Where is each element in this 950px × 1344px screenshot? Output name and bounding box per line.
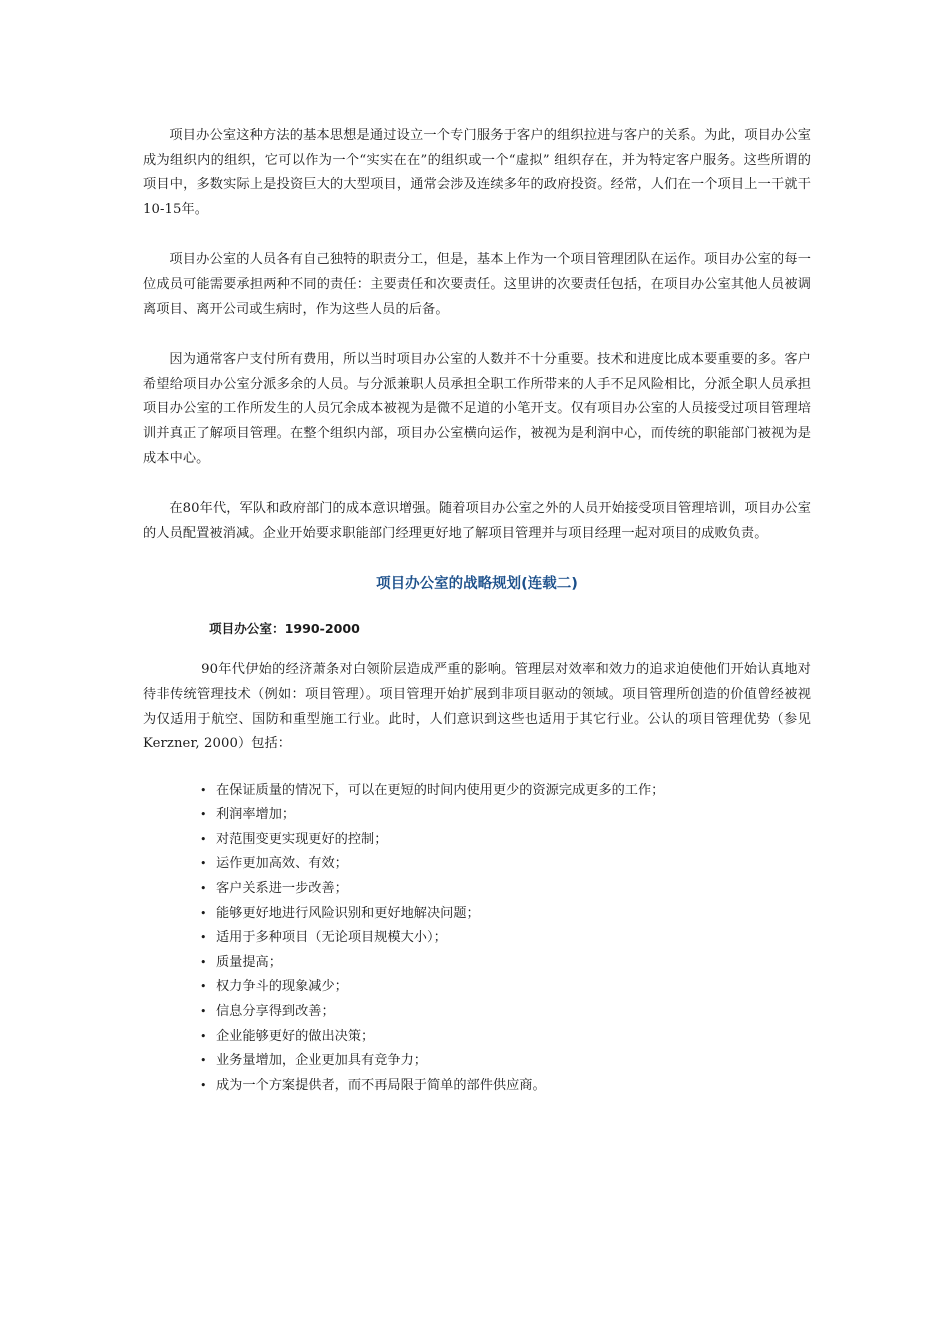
list-item-text: 业务量增加，企业更加具有竞争力； [216,1053,427,1069]
list-item-text: 权力争斗的现象减少； [216,979,348,995]
bullet-icon: • [200,882,207,896]
list-item [200,951,811,976]
bullet-icon: • [200,808,207,822]
bullet-icon: • [200,955,207,969]
list-item-text: 质量提高； [216,954,282,970]
list-item-text: 企业能够更好的做出决策； [216,1028,375,1044]
list-item [200,877,811,902]
paragraph-project-office-basics: 项目办公室这种方法的基本思想是通过设立一个专门服务于客户的组织拉进与客户的关系。为此，项目办公室成为组织内的组织，它可以作为一个“实实在在”的组织或一个“虚拟” 组织存在，并为特定客户服务。这些所谓的项目中，多数实际上是投资巨大的大型项目，通常会涉及连续多年的政府投资。经常，人们在一个项目上一干就干10-15年。 [143,128,811,217]
bullet-icon: • [200,783,207,797]
bullet-icon: • [200,1054,207,1068]
list-item-text: 对范围变更实现更好的控制； [216,831,388,847]
paragraph-cost-and-staffing: 因为通常客户支付所有费用，所以当时项目办公室的人数并不十分重要。技术和进度比成本要重要的多。客户希望给项目办公室分派多余的人员。与分派兼职人员承担全职工作所带来的人手不足风险相比，分派全职人员承担项目办公室的工作所发生的人员冗余成本被视为是微不足道的小笔开支。仅有项目办公室的人员接受过项目管理培训并真正了解项目管理。在整个组织内部，项目办公室横向运作，被视为是利润中心，而传统的职能部门被视为是成本中心。 [143,352,811,466]
list-item-text: 能够更好地进行风险识别和更好地解决问题； [216,905,480,921]
list-item-text: 运作更加高效、有效； [216,856,348,872]
list-item-text: 信息分享得到改善； [216,1004,335,1020]
list-item [200,902,811,927]
list-item [200,828,811,853]
bullet-icon: • [200,1078,207,1092]
list-item [200,1025,811,1050]
section-title: 项目办公室的战略规划(连载二) [376,576,578,593]
section-subheading: 项目办公室：1990-2000 [209,621,360,637]
list-item-text: 利润率增加； [216,807,296,823]
bullet-icon: • [200,832,207,846]
list-item [200,975,811,1000]
list-item [200,852,811,877]
list-item-text: 客户关系进一步改善； [216,881,348,897]
bullet-icon: • [200,980,207,994]
bullet-icon: • [200,1029,207,1043]
list-item-text: 在保证质量的情况下，可以在更短的时间内使用更少的资源完成更多的工作； [216,782,665,798]
bullet-icon: • [200,931,207,945]
bullet-icon: • [200,1005,207,1019]
list-item [200,1049,811,1074]
paragraph-staff-responsibilities: 项目办公室的人员各有自己独特的职责分工，但是，基本上作为一个项目管理团队在运作。项目办公室的每一位成员可能需要承担两种不同的责任：主要责任和次要责任。这里讲的次要责任包括，在项目办公室其他人员被调离项目、离开公司或生病时，作为这些人员的后备。 [143,252,811,317]
document-page [143,124,811,1098]
list-item-text: 成为一个方案提供者，而不再局限于简单的部件供应商。 [216,1077,546,1093]
list-item [200,926,811,951]
bullet-icon: • [200,906,207,920]
bullet-icon: • [200,857,207,871]
paragraph-nineties-intro: 90年代伊始的经济萧条对白领阶层造成严重的影响。管理层对效率和效力的追求迫使他们开始认真地对待非传统管理技术（例如：项目管理）。项目管理开始扩展到非项目驱动的领域。项目管理所创造的价值曾经被视为仅适用于航空、国防和重型施工行业。此时，人们意识到这些也适用于其它行业。公认的项目管理优势（参见Kerzner, 2000）包括： [143,662,811,752]
list-item [200,1000,811,1025]
list-item [200,803,811,828]
paragraph-eighties-cost-awareness: 在80年代，军队和政府部门的成本意识增强。随着项目办公室之外的人员开始接受项目管理培训，项目办公室的人员配置被消减。企业开始要求职能部门经理更好地了解项目管理并与项目经理一起对项目的成败负责。 [143,501,811,541]
list-item [200,779,811,804]
list-item-text: 适用于多种项目（无论项目规模大小）； [216,930,447,946]
benefits-list [143,779,811,1099]
list-item [200,1074,811,1099]
